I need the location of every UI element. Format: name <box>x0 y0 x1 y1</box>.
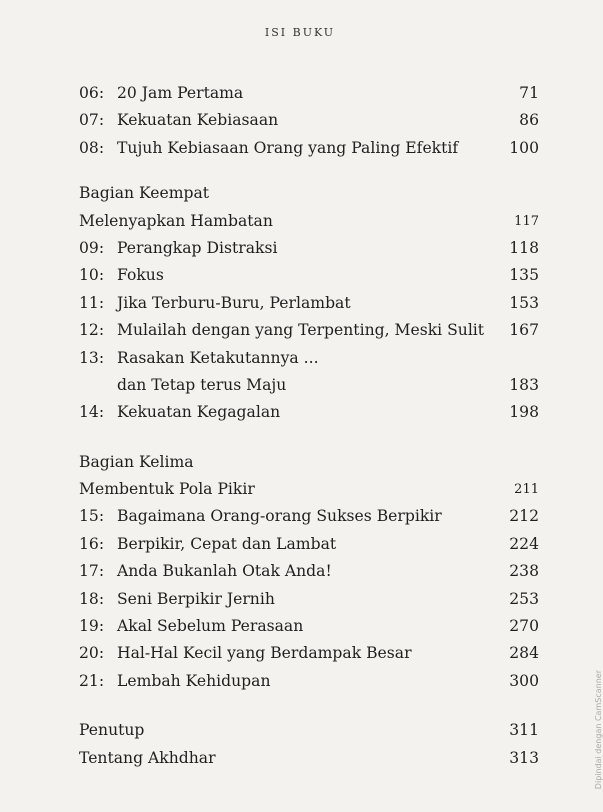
entry-title: Lembah Kehidupan <box>117 671 271 690</box>
entry-title-continuation: dan Tetap terus Maju <box>117 375 287 394</box>
entry-number: 10: <box>79 266 105 285</box>
entry-page: 253 <box>509 589 539 608</box>
entry-title: Tentang Akhdhar <box>79 748 216 767</box>
entry-page: 167 <box>509 321 539 340</box>
entry-number: 14: <box>79 403 105 422</box>
entry-number: 09: <box>79 238 105 257</box>
entry-title: 20 Jam Pertama <box>117 84 244 102</box>
toc-entry[interactable] <box>79 668 539 695</box>
toc-entry-continuation[interactable] <box>79 372 539 399</box>
entry-title: Fokus <box>117 266 164 285</box>
entry-number: 07: <box>79 111 105 130</box>
toc-entry[interactable] <box>79 717 539 744</box>
toc-entry[interactable] <box>79 80 539 107</box>
entry-title: Akal Sebelum Perasaan <box>117 617 304 636</box>
toc-entry[interactable] <box>79 107 539 134</box>
toc-entry[interactable] <box>79 345 539 372</box>
entry-page: 224 <box>509 534 539 553</box>
entry-title: Tujuh Kebiasaan Orang yang Paling Efektif <box>117 138 459 157</box>
entry-page: 153 <box>509 293 539 312</box>
entry-page: 284 <box>509 644 539 663</box>
table-of-contents <box>79 80 539 772</box>
entry-number: 17: <box>79 562 105 581</box>
entry-page: 100 <box>509 138 539 157</box>
entry-number: 15: <box>79 507 105 526</box>
entry-page: 118 <box>509 238 539 257</box>
running-header: ISI BUKU <box>264 26 336 39</box>
entry-page: 212 <box>509 507 539 526</box>
toc-entry[interactable] <box>79 586 539 613</box>
toc-entry[interactable] <box>79 399 539 426</box>
entry-title: Kekuatan Kegagalan <box>117 403 281 422</box>
toc-entry[interactable] <box>79 745 539 772</box>
part-page: 211 <box>514 482 539 498</box>
toc-entry[interactable] <box>79 290 539 317</box>
entry-page: 270 <box>509 617 539 636</box>
toc-entry[interactable] <box>79 613 539 640</box>
entry-number: 20: <box>79 644 105 663</box>
toc-entry[interactable] <box>79 235 539 262</box>
toc-entry[interactable] <box>79 640 539 667</box>
part-title-entry[interactable] <box>79 208 539 235</box>
entry-page: 135 <box>509 266 539 285</box>
scanner-watermark: Dipindai dengan CamScanner <box>594 670 603 790</box>
entry-number: 11: <box>79 293 105 312</box>
entry-number: 18: <box>79 589 105 608</box>
part-title: Membentuk Pola Pikir <box>79 480 255 499</box>
entry-page: 311 <box>509 721 539 740</box>
entry-title: Penutup <box>79 721 145 740</box>
part-label <box>79 180 539 207</box>
entry-number: 06: <box>79 84 105 102</box>
entry-title: Perangkap Distraksi <box>117 238 278 257</box>
toc-entry[interactable] <box>79 317 539 344</box>
entry-title: Hal-Hal Kecil yang Berdampak Besar <box>117 644 412 663</box>
part-title-entry[interactable] <box>79 476 539 503</box>
entry-page: 313 <box>509 748 539 767</box>
entry-title: Seni Berpikir Jernih <box>117 589 275 608</box>
entry-page: 71 <box>519 84 539 102</box>
toc-entry[interactable] <box>79 558 539 585</box>
entry-page: 183 <box>509 375 539 394</box>
entry-title: Kekuatan Kebiasaan <box>117 111 279 130</box>
entry-number: 13: <box>79 348 105 367</box>
entry-page: 86 <box>519 111 539 130</box>
toc-entry[interactable] <box>79 262 539 289</box>
entry-title: Anda Bukanlah Otak Anda! <box>117 562 332 581</box>
part-label-text: Bagian Kelima <box>79 452 194 471</box>
entry-title: Jika Terburu-Buru, Perlambat <box>117 293 351 312</box>
entry-title: Rasakan Ketakutannya ... <box>117 348 319 367</box>
toc-entry[interactable] <box>79 531 539 558</box>
entry-number: 08: <box>79 138 105 157</box>
part-label-text: Bagian Keempat <box>79 184 210 203</box>
part-label <box>79 449 539 476</box>
entry-number: 16: <box>79 534 105 553</box>
entry-page: 238 <box>509 562 539 581</box>
entry-title: Bagaimana Orang-orang Sukses Berpikir <box>117 507 442 526</box>
toc-entry[interactable] <box>79 135 539 162</box>
entry-page: 198 <box>509 403 539 422</box>
part-page: 117 <box>514 213 539 229</box>
toc-entry[interactable] <box>79 503 539 530</box>
part-title: Melenyapkan Hambatan <box>79 211 273 230</box>
entry-title: Mulailah dengan yang Terpenting, Meski Sulit <box>117 321 485 340</box>
entry-title: Berpikir, Cepat dan Lambat <box>117 534 337 553</box>
entry-number: 19: <box>79 617 105 636</box>
entry-page: 300 <box>509 671 539 690</box>
entry-number: 21: <box>79 671 105 690</box>
entry-number: 12: <box>79 321 105 340</box>
